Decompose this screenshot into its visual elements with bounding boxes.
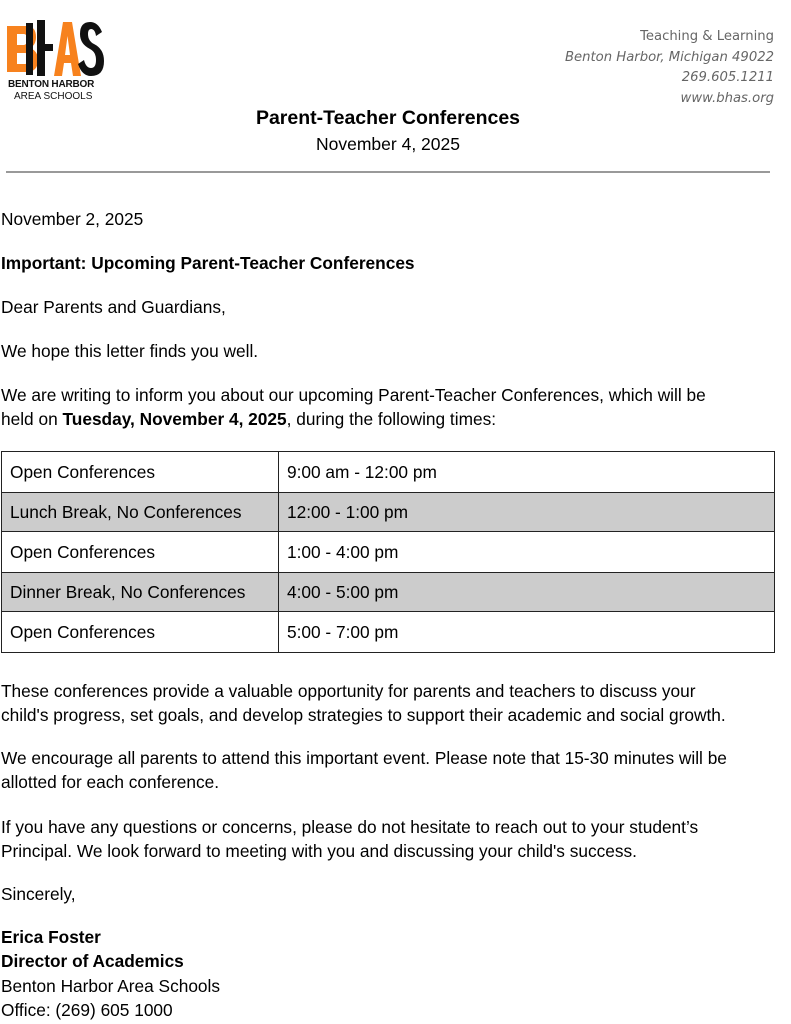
opening-line: We hope this letter finds you well.: [1, 341, 259, 361]
schedule-label: Open Conferences: [2, 452, 279, 493]
schedule-row: [2, 532, 775, 573]
encourage-paragraph: [1, 746, 781, 794]
schedule-time: 1:00 - 4:00 pm: [279, 532, 775, 573]
intro-paragraph: [1, 383, 781, 431]
conference-date-bold: Tuesday, November 4, 2025: [62, 409, 287, 429]
letterhead-contact: [565, 27, 774, 109]
questions-line2: Principal. We look forward to meeting with you and discussing your child's success.: [1, 841, 637, 861]
letter-subject: Important: Upcoming Parent-Teacher Conferences: [1, 253, 415, 273]
questions-paragraph: [1, 815, 781, 863]
schedule-row: [2, 493, 775, 532]
letter-date: November 2, 2025: [1, 209, 144, 229]
schedule-label: Lunch Break, No Conferences: [2, 493, 279, 532]
website-link[interactable]: www.bhas.org: [680, 90, 774, 106]
schedule-label: Open Conferences: [2, 532, 279, 573]
phone-number: 269.605.1211: [681, 70, 774, 85]
bhas-logo: [6, 18, 106, 104]
intro-line2-post: , during the following times:: [286, 409, 497, 429]
schedule-row: [2, 573, 775, 612]
signer-name: Erica Foster: [1, 927, 101, 947]
logo-text-line2: AREA SCHOOLS: [14, 91, 93, 102]
intro-line1: We are writing to inform you about our upcoming Parent-Teacher Conferences, which will be: [1, 385, 706, 405]
schedule-time: 5:00 - 7:00 pm: [279, 612, 775, 653]
schedule-label: Open Conferences: [2, 612, 279, 653]
schedule-table: [1, 451, 775, 653]
questions-line1: If you have any questions or concerns, please do not hesitate to reach out to your student’s: [1, 817, 699, 837]
schedule-row: [2, 612, 775, 653]
intro-line2: [1, 407, 781, 431]
closing: Sincerely,: [1, 884, 76, 904]
department-name: Teaching & Learning: [640, 29, 774, 44]
salutation: Dear Parents and Guardians,: [1, 297, 226, 317]
document-title: Parent-Teacher Conferences: [255, 107, 521, 129]
schedule-row: [2, 452, 775, 493]
schedule-time: 9:00 am - 12:00 pm: [279, 452, 775, 493]
purpose-line2: child's progress, set goals, and develop strategies to support their academic and social growth.: [1, 705, 726, 725]
bhas-logo-mark-icon: [6, 18, 106, 78]
purpose-paragraph: [1, 679, 781, 727]
logo-text-line1: BENTON HARBOR: [8, 79, 95, 90]
purpose-line1: These conferences provide a valuable opportunity for parents and teachers to discuss your: [1, 681, 696, 701]
header-divider: [6, 171, 770, 173]
document-date: November 4, 2025: [316, 134, 460, 154]
schedule-time: 4:00 - 5:00 pm: [279, 573, 775, 612]
signer-office-phone: Office: (269) 605 1000: [1, 999, 173, 1020]
signature-block: [1, 925, 220, 1022]
intro-line2-pre: held on: [1, 409, 63, 429]
schedule-label: Dinner Break, No Conferences: [2, 573, 279, 612]
schedule-time: 12:00 - 1:00 pm: [279, 493, 775, 532]
encourage-line1: We encourage all parents to attend this important event. Please note that 15-30 minutes will be: [1, 748, 727, 768]
encourage-line2: allotted for each conference.: [1, 772, 220, 792]
address: Benton Harbor, Michigan 49022: [564, 49, 774, 65]
signer-title: Director of Academics: [1, 951, 184, 972]
signer-organization: Benton Harbor Area Schools: [1, 975, 221, 996]
